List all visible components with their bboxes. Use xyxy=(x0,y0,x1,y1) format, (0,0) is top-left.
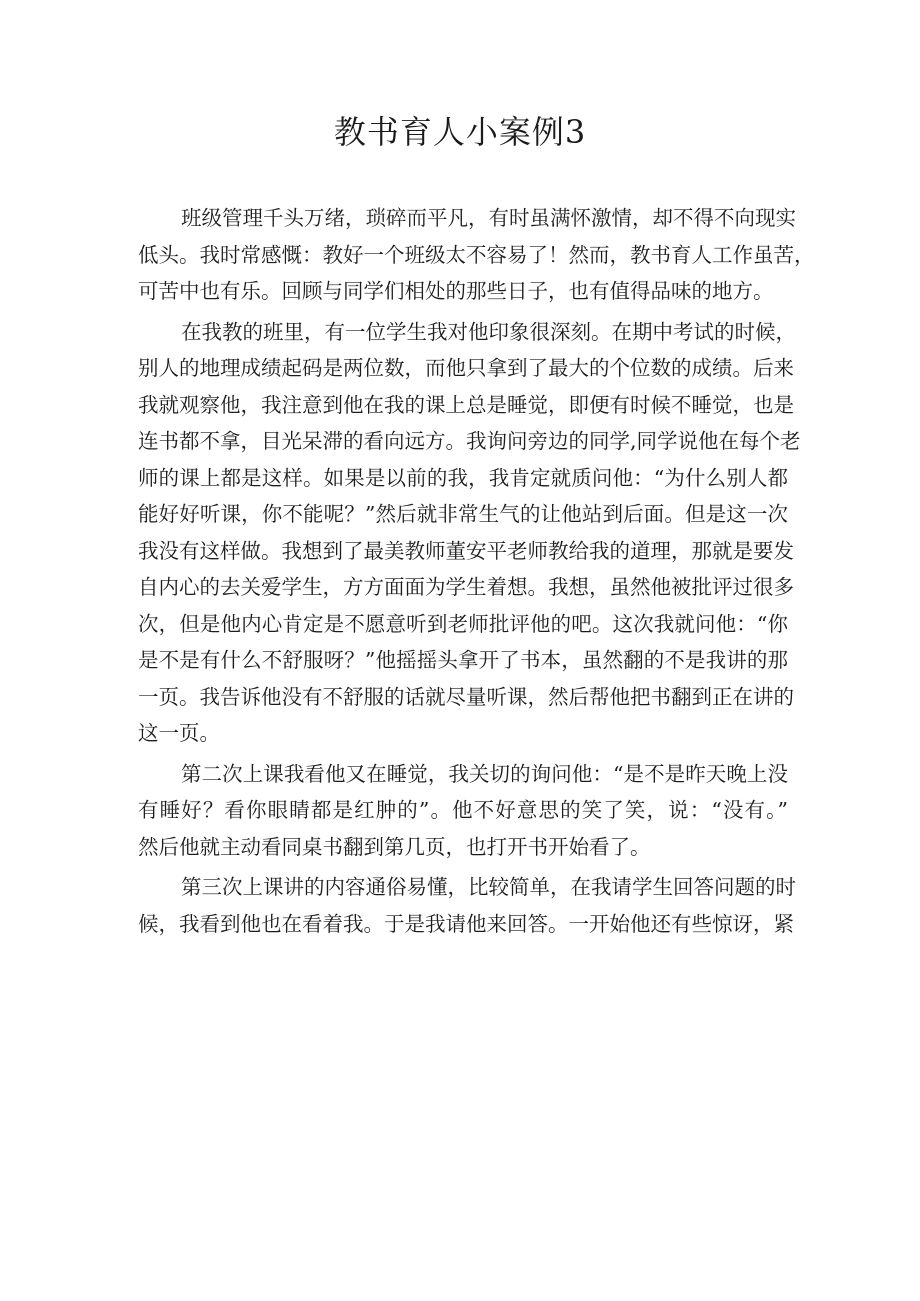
text-line: 次，但是他内心肯定是不愿意听到老师批评他的吧。这次我就问他：“你 xyxy=(138,611,788,636)
text-line: 连书都不拿，目光呆滞的看向远方。我询问旁边的同学,同学说他在每个老 xyxy=(138,429,801,453)
text-line: 是不是有什么不舒服呀？”他摇摇头拿开了书本，虽然翻的不是我讲的那 xyxy=(138,648,788,672)
text-line: 低头。我时常感慨：教好一个班级太不容易了！然而，教书育人工作虽苦， xyxy=(138,242,815,267)
text-line: 一页。我告诉他没有不舒服的话就尽量听课，然后帮他把书翻到正在讲的 xyxy=(138,684,794,709)
text-line: 第三次上课讲的内容通俗易懂，比较简单，在我请学生回答问题的时 xyxy=(181,875,796,899)
text-line: 能好好听课，你不能呢？”然后就非常生气的让他站到后面。但是这一次 xyxy=(138,502,788,526)
text-line: 我没有这样做。我想到了最美教师董安平老师教给我的道理，那就是要发 xyxy=(138,538,794,563)
text-line: 班级管理千头万绪，琐碎而平凡，有时虽满怀激情，却不得不向现实 xyxy=(181,206,796,230)
text-line: 这一页。 xyxy=(138,721,220,745)
text-line: 别人的地理成绩起码是两位数，而他只拿到了最大的个位数的成绩。后来 xyxy=(138,356,794,380)
text-line: 师的课上都是这样。如果是以前的我，我肯定就质问他：“为什么别人都 xyxy=(138,465,788,490)
text-line: 候，我看到他也在看着我。于是我请他来回答。一开始他还有些惊讶，紧 xyxy=(138,911,794,936)
text-line: 可苦中也有乐。回顾与同学们相处的那些日子，也有值得品味的地方。 xyxy=(138,279,774,303)
document-body xyxy=(138,200,815,942)
text-line: 自内心的去关爱学生，方方面面为学生着想。我想，虽然他被批评过很多 xyxy=(138,575,794,599)
text-line: 第二次上课我看他又在睡觉，我关切的询问他：“是不是昨天晚上没 xyxy=(181,761,788,786)
paragraph-1 xyxy=(138,200,815,310)
paragraph-2 xyxy=(138,314,801,752)
text-line: 有睡好？看你眼睛都是红肿的”。他不好意思的笑了笑，说：“没有。” xyxy=(138,798,788,822)
text-line: 然后他就主动看同桌书翻到第几页，也打开书开始看了。 xyxy=(138,834,651,859)
paragraph-3 xyxy=(138,756,788,866)
text-line: 我就观察他，我注意到他在我的课上总是睡觉，即便有时候不睡觉，也是 xyxy=(138,392,794,417)
document-title: 教书育人小案例3 xyxy=(333,113,587,151)
paragraph-4 xyxy=(138,869,796,942)
text-line: 在我教的班里，有一位学生我对他印象很深刻。在期中考试的时候， xyxy=(181,319,796,344)
